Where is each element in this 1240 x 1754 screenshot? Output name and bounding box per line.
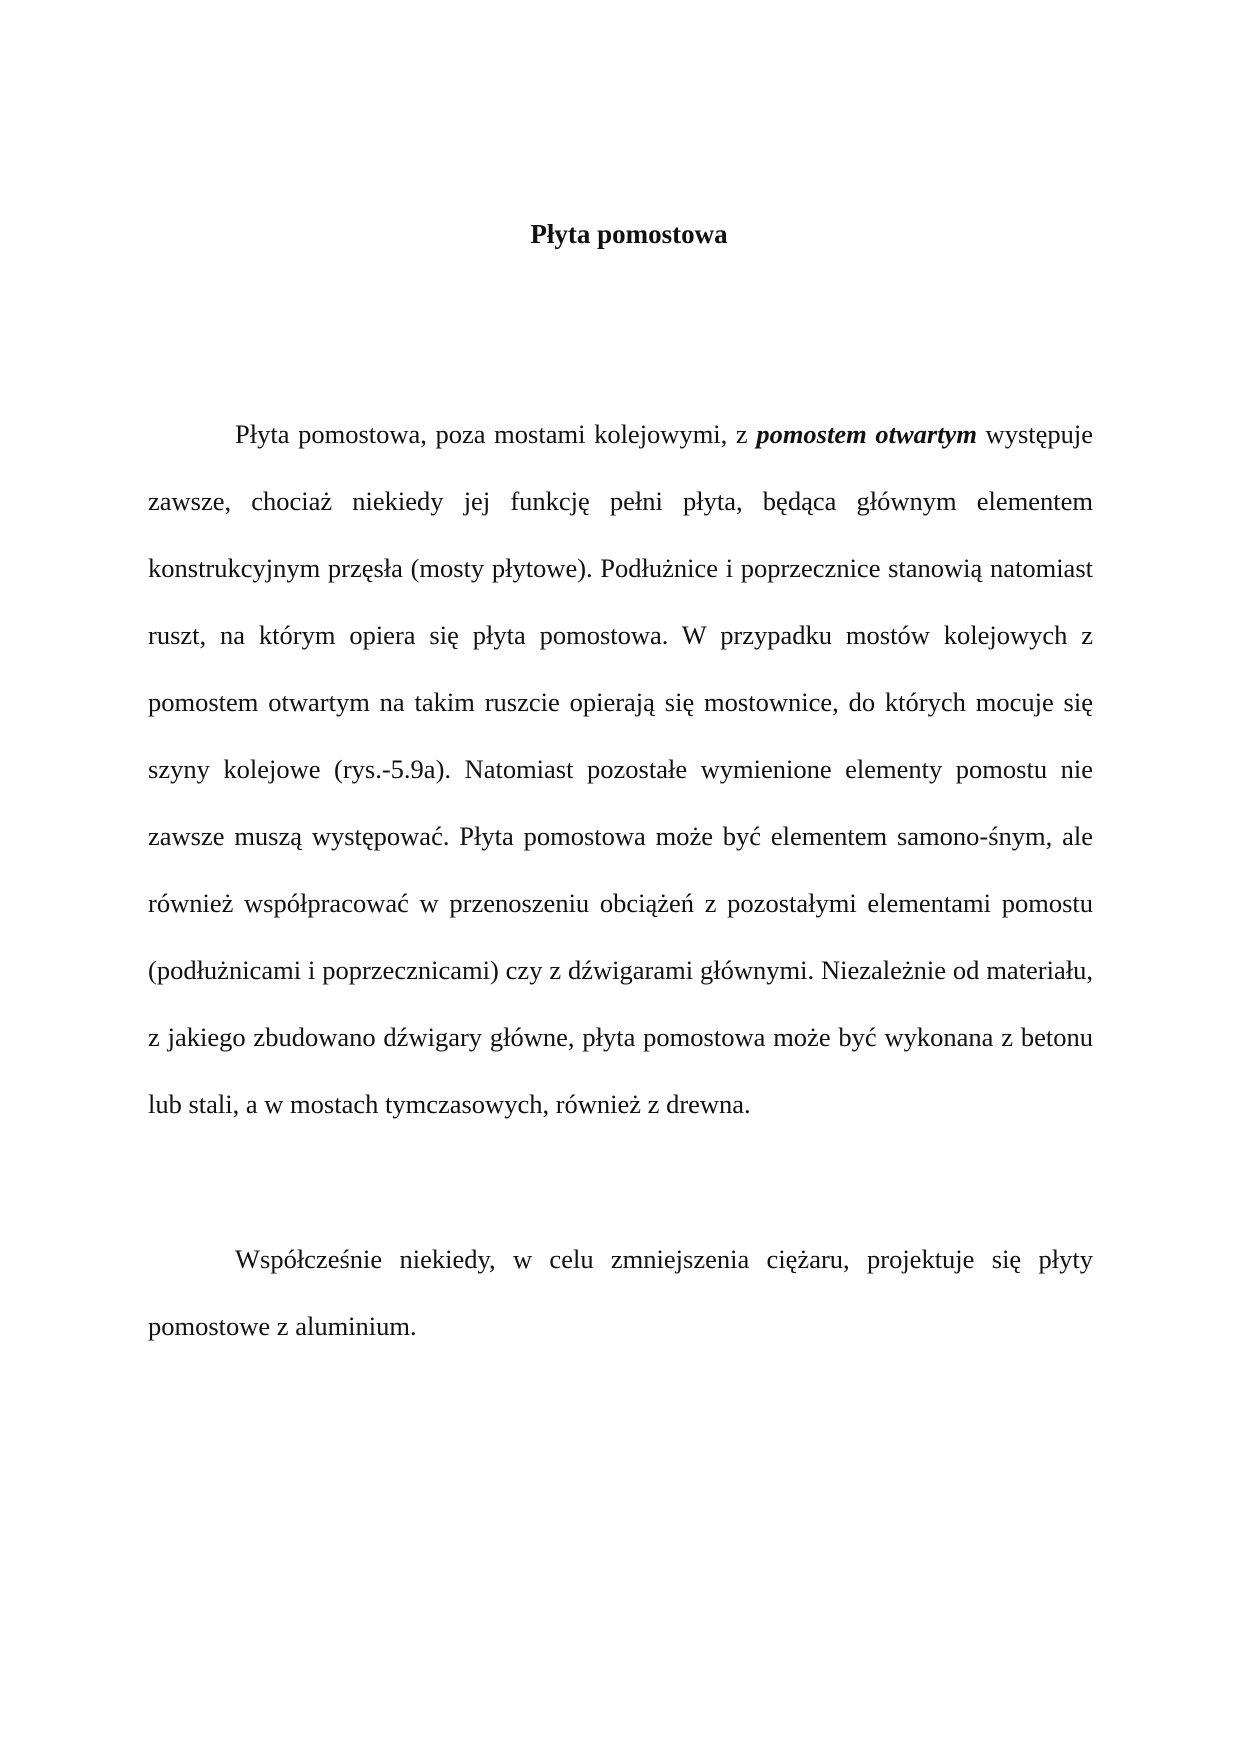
document-title: Płyta pomostowa — [530, 219, 728, 249]
paragraph-1-rest: występuje zawsze, chociaż niekiedy jej funkcję pełni płyta, będąca głównym elementem konstrukcyjnym przęsła (mosty płytowe). Podłużnice i poprzecznice stanowią natomiast ruszt, na którym opiera się płyta pomostowa. W przypadku mostów kolejowych z pomostem otwartym na takim ruszcie opierają się mostownice, do których mocuje się szyny kolejowe (rys.-5.9a). Natomiast pozostałe wymienione elementy pomostu nie zawsze muszą występować. Płyta pomostowa może być elementem samono-śnym, ale również współpracować w przenoszeniu obciążeń z pozostałymi elementami pomostu (podłużnicami i poprzecznicami) czy z dźwigarami głównymi. Niezależnie od materiału, z jakiego zbudowano dźwigary główne, płyta pomostowa może być wykonana z betonu lub stali, a w mostach tymczasowych, również z drewna. — [148, 419, 1094, 1119]
emphasized-term: pomostem otwartym — [756, 419, 977, 449]
paragraph-1-lead: Płyta pomostowa, poza mostami kolejowymi, z — [235, 419, 757, 449]
paragraph-2: Współcześnie niekiedy, w celu zmniejszenia ciężaru, projektuje się płyty pomostowe z aluminium. — [148, 1244, 1093, 1341]
paragraph-1 — [148, 401, 1093, 1138]
